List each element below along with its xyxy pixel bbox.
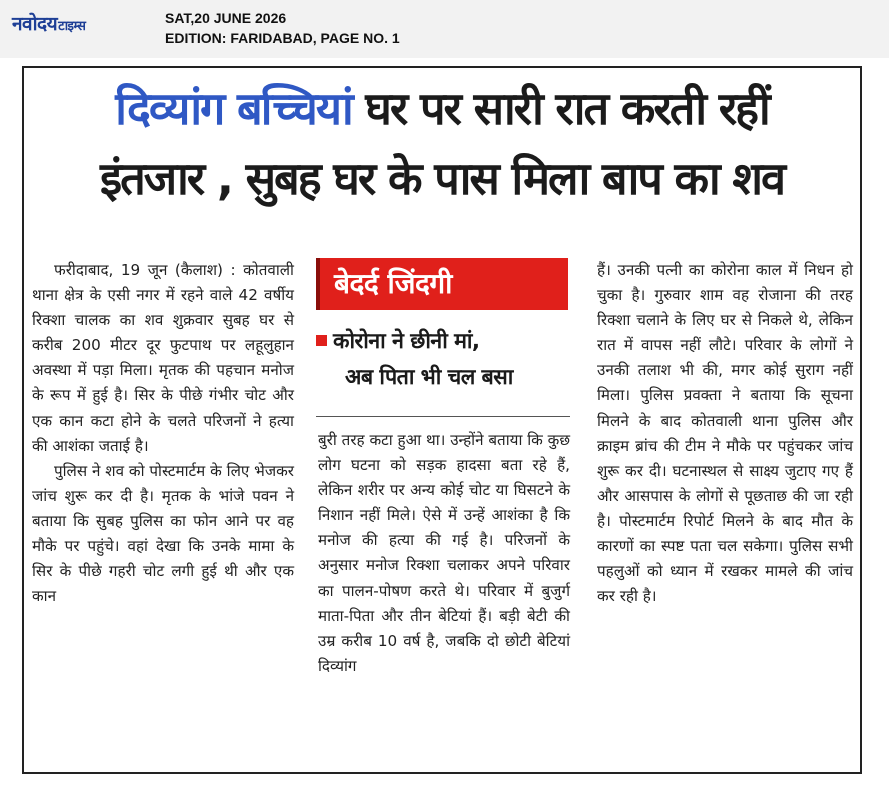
subheadline-line-2: अब पिता भी चल बसा: [345, 365, 513, 390]
headline-line-1: [30, 74, 854, 144]
column-2-paragraph-1: बुरी तरह कटा हुआ था। उन्होंने बताया कि कुछ लोग घटना को सड़क हादसा बता रहे हैं, लेकिन शरीर पर अन्य कोई चोट या घिसटने के निशान नहीं मिले। ऐसे में उन्हें आशंका है कि मनोज की हत्या की गई है। परिजनों के अनुसार मनोज रिक्शा चलाकर अपने परिवार का पालन-पोषण करते थे। परिवार में बुजुर्ग माता-पिता और तीन बेटियां हैं। बड़ी बेटी की उम्र करीब 10 वर्ष है, जबकि दो छोटी बेटियां दिव्यांग: [318, 431, 570, 675]
article-column-2: [318, 428, 570, 679]
article-headline: [30, 74, 854, 214]
column-1-paragraph-1: फरीदाबाद, 19 जून (कैलाश) : कोतवाली थाना क्षेत्र के एसी नगर में रहने वाले 42 वर्षीय रिक्शा चालक का शव शुक्रवार सुबह घर से करीब 200 मीटर दूर फुटपाथ पर लहूलुहान अवस्था में पड़ा मिला। मृतक की पहचान मनोज के रूप में हुई है। सिर के पीछे गंभीर चोट और एक कान कटा होने के चलते परिजनों ने हत्या की आशंका जताई है।: [32, 261, 294, 455]
logo-sub-text: टाइम्स: [58, 19, 86, 34]
red-square-bullet-icon: [316, 335, 327, 346]
date-line: SAT,20 JUNE 2026: [165, 10, 287, 26]
headline-rest: घर पर सारी रात करती रहीं: [351, 82, 769, 135]
column-3-paragraph-1: हैं। उनकी पत्नी का कोरोना काल में निधन हो चुका है। गुरुवार शाम वह रोजाना की तरह रिक्शा चलाने के लिए घर से निकले थे, लेकिन रात में वापस नहीं लौटे। परिवार के लोगों ने उनकी तलाश भी की, मगर कोई सुराग नहीं मिला। पुलिस प्रवक्ता ने बताया कि सूचना मिलने के बाद कोतवाली थाना पुलिस और क्राइम ब्रांच की टीम ने मौके पर पहुंचकर जांच शुरू कर दी। घटनास्थल से साक्ष्य जुटाए गए हैं और आसपास के लोगों से पूछताछ की जा रही है। पोस्टमार्टम रिपोर्ट मिलने के बाद मौत के कारणों का स्पष्ट पता चल सकेगा। पुलिस सभी पहलुओं को ध्यान में रखकर मामले की जांच कर रही है।: [597, 261, 853, 606]
subheadline: [316, 324, 570, 396]
masthead-bar: [0, 0, 889, 58]
article-frame: [22, 66, 862, 774]
edition-info: [165, 8, 400, 48]
article-column-1: [32, 258, 294, 609]
headline-line-2: इंतजार , सुबह घर के पास मिला बाप का शव: [100, 152, 784, 205]
subheadline-divider: [316, 416, 570, 417]
logo-main-text: नवोदय: [12, 13, 58, 35]
edition-line: EDITION: FARIDABAD, PAGE NO. 1: [165, 30, 400, 46]
headline-highlight: दिव्यांग बच्चियां: [115, 82, 352, 135]
article-column-3: [597, 258, 853, 609]
section-tag: बेदर्द जिंदगी: [316, 258, 568, 310]
column-1-paragraph-2: पुलिस ने शव को पोस्टमार्टम के लिए भेजकर जांच शुरू कर दी है। मृतक के भांजे पवन ने बताया कि सुबह पुलिस का फोन आने पर वह मौके पर पहुंचे। वहां देखा कि उनके मामा के सिर के पीछे गहरी चोट लगी हुई थी और एक कान: [32, 461, 294, 606]
subheadline-line-1: कोरोना ने छीनी मां,: [333, 329, 480, 354]
newspaper-logo[interactable]: [12, 10, 85, 36]
